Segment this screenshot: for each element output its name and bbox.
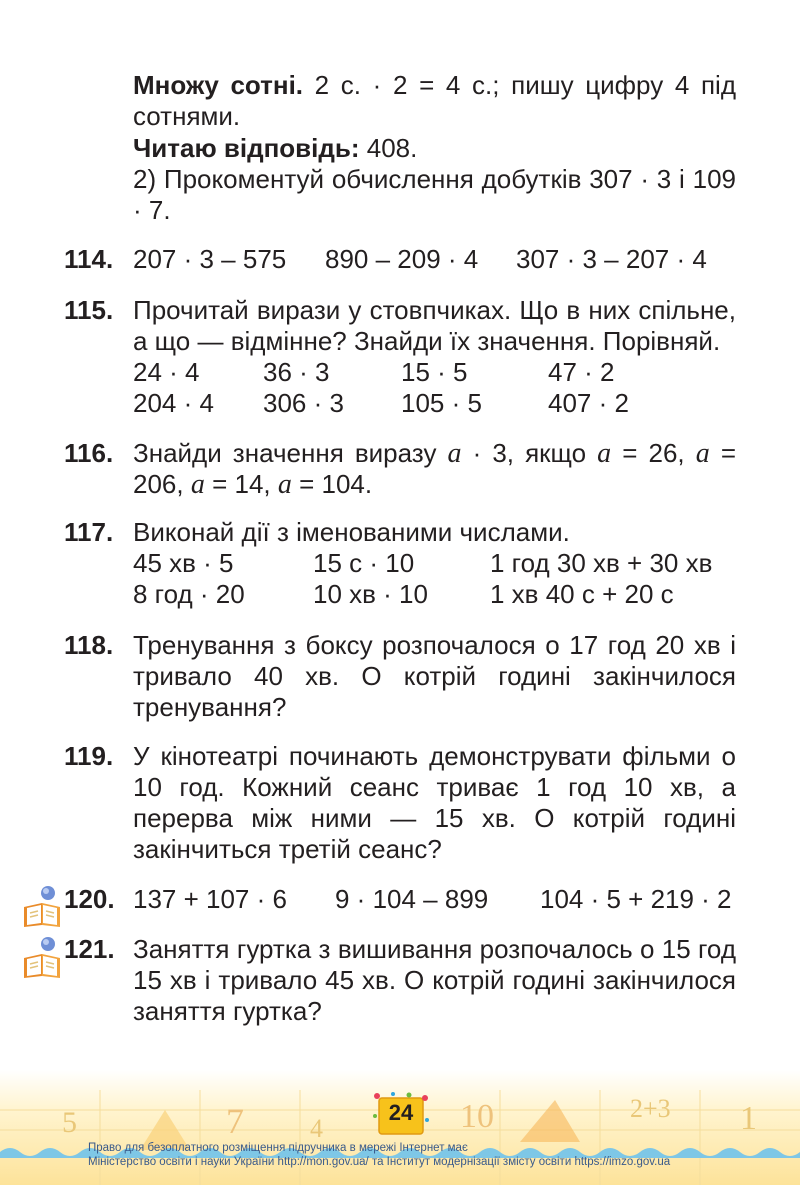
task-number-119: 119. xyxy=(64,741,114,771)
expression: 47 · 2 xyxy=(548,357,615,387)
expression: 306 · 3 xyxy=(263,388,344,418)
task-118-text: Тренування з боксу розпочалося о 17 год 20 хв і тривало 40 хв. О котрій годині закінчилося тренування? xyxy=(133,630,736,722)
expression: 407 · 2 xyxy=(548,388,629,418)
expression: 15 с · 10 xyxy=(313,548,415,578)
homework-book-icon xyxy=(20,883,66,929)
intro-text-2: 408. xyxy=(359,133,418,163)
task-number-117: 117. xyxy=(64,517,114,547)
expression-row xyxy=(133,884,736,915)
expression: 24 · 4 xyxy=(133,357,200,387)
task-119-text: У кінотеатрі починають демонструвати фільми о 10 год. Кожний сеанс триває 1 год 10 хв, а перерва між ними — 15 хв. О котрій годині закінчиться третій сеанс? xyxy=(133,741,736,864)
task-number-120: 120. xyxy=(64,884,115,914)
decor-digit: 4 xyxy=(310,1114,323,1143)
expression: 207 · 3 – 575 xyxy=(133,244,287,274)
task-120 xyxy=(133,884,736,915)
intro-line-3: 2) Прокоментуй обчислення добутків 307 · 3 і 109 · 7. xyxy=(133,164,736,225)
text: Знайди значення виразу xyxy=(133,438,437,468)
expression-row xyxy=(133,244,736,275)
variable: a xyxy=(695,438,710,469)
task-number-118: 118. xyxy=(64,630,114,660)
expression: 15 · 5 xyxy=(401,357,468,387)
decor-digit: 7 xyxy=(226,1101,244,1141)
expression: 105 · 5 xyxy=(401,388,482,418)
variable: a xyxy=(447,438,462,469)
decor-digit: 5 xyxy=(62,1106,77,1139)
expression-row xyxy=(133,357,736,388)
expression: 104 · 5 + 219 · 2 xyxy=(540,884,732,914)
expression: 10 хв · 10 xyxy=(313,579,428,609)
copyright-line: Право для безоплатного розміщення підручника в мережі Інтернет має xyxy=(88,1142,468,1154)
copyright-line: Міністерство освіти і науки України http://mon.gov.ua/ та Інститут модернізації змісту освіти https://imzo.gov.ua xyxy=(88,1156,671,1168)
text: · 3, якщо xyxy=(472,438,587,468)
homework-book-icon xyxy=(20,934,66,980)
text: = 14, xyxy=(212,469,271,499)
expression: 137 + 107 · 6 xyxy=(133,884,287,914)
text: = 206, xyxy=(133,438,736,499)
task-121-text: Заняття гуртка з вишивання розпочалось о 15 год 15 хв і тривало 45 хв. О котрій годині закінчилося заняття гуртка? xyxy=(133,934,736,1026)
text: = 104. xyxy=(299,469,373,499)
expression: 204 · 4 xyxy=(133,388,214,418)
intro-bold-1: Множу сотні. xyxy=(133,70,304,100)
expression: 1 хв 40 с + 20 с xyxy=(490,579,674,609)
expression: 890 – 209 · 4 xyxy=(325,244,479,274)
expression-row xyxy=(133,579,736,610)
expression: 1 год 30 хв + 30 хв xyxy=(490,548,713,578)
task-number-114: 114. xyxy=(64,244,114,274)
task-number-116: 116. xyxy=(64,438,114,468)
task-117-table xyxy=(133,548,736,610)
page-number: 24 xyxy=(388,1100,414,1125)
expression: 36 · 3 xyxy=(263,357,330,387)
expression-row xyxy=(133,548,736,579)
task-115-text: Прочитай вирази у стовпчиках. Що в них спільне, а що — відмінне? Знайди їх значення. Порівняй. xyxy=(133,295,736,356)
task-116-text xyxy=(133,438,736,500)
expression: 8 год · 20 xyxy=(133,579,245,609)
task-114 xyxy=(133,244,736,275)
intro-line-1 xyxy=(133,70,736,132)
variable: a xyxy=(190,469,205,500)
intro-text-1: 2 с. · 2 = 4 с.; пишу цифру 4 під сотнями. xyxy=(133,70,736,131)
decor-digit: 10 xyxy=(460,1098,494,1135)
task-number-121: 121. xyxy=(64,934,115,964)
copyright-notice xyxy=(88,1141,670,1169)
expression: 45 хв · 5 xyxy=(133,548,234,578)
expression-row xyxy=(133,388,736,419)
text: = 26, xyxy=(622,438,685,468)
intro-bold-2: Читаю відповідь: xyxy=(133,133,360,163)
expression: 307 · 3 – 207 · 4 xyxy=(516,244,707,274)
expression: 9 · 104 – 899 xyxy=(335,884,489,914)
decor-digit: 2+3 xyxy=(630,1094,671,1123)
decor-digit: 1 xyxy=(740,1100,757,1137)
task-117-text: Виконай дії з іменованими числами. xyxy=(133,517,570,547)
variable: a xyxy=(277,469,292,500)
variable: a xyxy=(597,438,612,469)
task-number-115: 115. xyxy=(64,295,114,325)
task-115-table xyxy=(133,357,736,419)
intro-line-2 xyxy=(133,133,736,164)
